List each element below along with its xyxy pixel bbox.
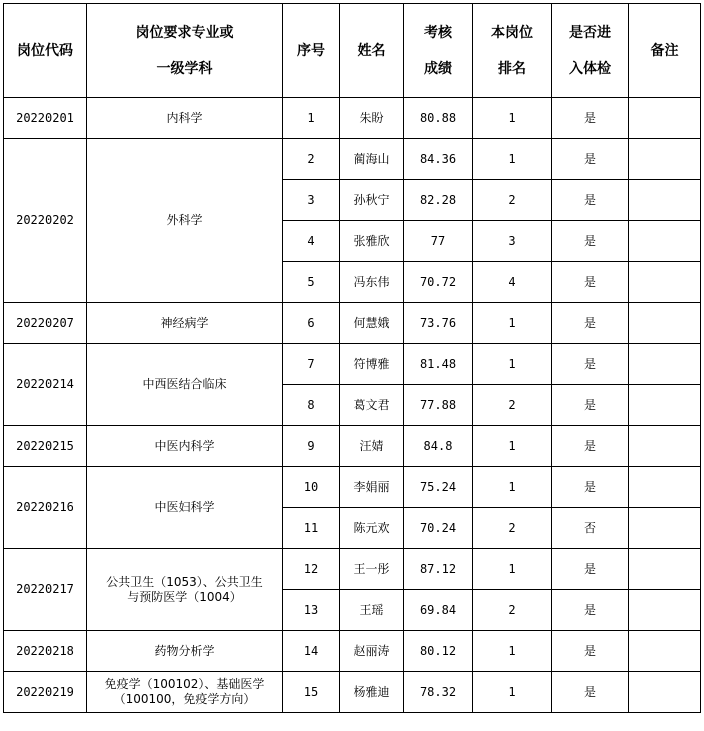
cell-exam: 是 — [552, 467, 629, 508]
cell-rank: 1 — [473, 549, 552, 590]
table-body — [4, 98, 701, 713]
table-row — [4, 98, 701, 139]
cell-seq: 4 — [283, 221, 340, 262]
cell-name: 符博雅 — [340, 344, 404, 385]
cell-subject — [87, 549, 283, 631]
table-row — [4, 139, 701, 180]
header-score: 考核 成绩 — [404, 4, 473, 98]
cell-remark — [629, 467, 701, 508]
header-row — [4, 4, 701, 98]
cell-name: 王瑶 — [340, 590, 404, 631]
cell-score: 81.48 — [404, 344, 473, 385]
cell-seq: 2 — [283, 139, 340, 180]
table-row — [4, 631, 701, 672]
results-table — [3, 3, 701, 713]
cell-exam: 是 — [552, 672, 629, 713]
cell-exam: 是 — [552, 631, 629, 672]
cell-rank: 4 — [473, 262, 552, 303]
cell-rank: 2 — [473, 590, 552, 631]
cell-remark — [629, 590, 701, 631]
cell-remark — [629, 221, 701, 262]
cell-rank: 1 — [473, 672, 552, 713]
cell-score: 75.24 — [404, 467, 473, 508]
cell-exam: 是 — [552, 98, 629, 139]
subject-line: 外科学 — [166, 213, 203, 227]
cell-remark — [629, 508, 701, 549]
cell-name: 朱盼 — [340, 98, 404, 139]
header-rank: 本岗位 排名 — [473, 4, 552, 98]
cell-seq: 12 — [283, 549, 340, 590]
cell-code: 20220215 — [4, 426, 87, 467]
cell-seq: 11 — [283, 508, 340, 549]
cell-name: 杨雅迪 — [340, 672, 404, 713]
cell-score: 73.76 — [404, 303, 473, 344]
cell-name: 蔺海山 — [340, 139, 404, 180]
cell-subject — [87, 344, 283, 426]
cell-score: 77.88 — [404, 385, 473, 426]
table-row — [4, 426, 701, 467]
cell-remark — [629, 139, 701, 180]
cell-subject — [87, 631, 283, 672]
cell-exam: 是 — [552, 180, 629, 221]
cell-exam: 是 — [552, 344, 629, 385]
cell-code: 20220218 — [4, 631, 87, 672]
subject-line: 药物分析学 — [154, 643, 215, 658]
cell-code: 20220201 — [4, 98, 87, 139]
subject-line: 免疫学（100102）、基础医学 — [104, 677, 265, 691]
cell-remark — [629, 180, 701, 221]
cell-subject — [87, 303, 283, 344]
cell-name: 葛文君 — [340, 385, 404, 426]
cell-remark — [629, 344, 701, 385]
subject-line: （100100，免疫学方向） — [113, 692, 256, 706]
cell-rank: 2 — [473, 508, 552, 549]
header-code: 岗位代码 — [4, 4, 87, 98]
cell-subject — [87, 672, 283, 713]
cell-rank: 1 — [473, 139, 552, 180]
header-seq: 序号 — [283, 4, 340, 98]
cell-name: 陈元欢 — [340, 508, 404, 549]
cell-rank: 1 — [473, 426, 552, 467]
cell-score: 69.84 — [404, 590, 473, 631]
cell-seq: 3 — [283, 180, 340, 221]
cell-remark — [629, 385, 701, 426]
table-row — [4, 549, 701, 590]
cell-seq: 15 — [283, 672, 340, 713]
cell-exam: 是 — [552, 426, 629, 467]
subject-line: 中医内科学 — [154, 438, 215, 453]
cell-remark — [629, 631, 701, 672]
subject-line: 中医妇科学 — [154, 500, 215, 514]
header-exam: 是否进 入体检 — [552, 4, 629, 98]
cell-name: 李娟丽 — [340, 467, 404, 508]
cell-code: 20220217 — [4, 549, 87, 631]
cell-seq: 7 — [283, 344, 340, 385]
cell-code: 20220214 — [4, 344, 87, 426]
cell-name: 汪婧 — [340, 426, 404, 467]
cell-remark — [629, 549, 701, 590]
cell-rank: 1 — [473, 98, 552, 139]
cell-score: 80.88 — [404, 98, 473, 139]
cell-code: 20220219 — [4, 672, 87, 713]
cell-remark — [629, 426, 701, 467]
cell-exam: 是 — [552, 385, 629, 426]
cell-rank: 3 — [473, 221, 552, 262]
cell-score: 84.8 — [404, 426, 473, 467]
cell-score: 80.12 — [404, 631, 473, 672]
cell-subject — [87, 98, 283, 139]
cell-name: 赵丽涛 — [340, 631, 404, 672]
cell-exam: 是 — [552, 590, 629, 631]
cell-rank: 1 — [473, 344, 552, 385]
cell-remark — [629, 262, 701, 303]
cell-score: 87.12 — [404, 549, 473, 590]
cell-rank: 2 — [473, 180, 552, 221]
cell-exam: 是 — [552, 262, 629, 303]
cell-seq: 5 — [283, 262, 340, 303]
cell-name: 冯东伟 — [340, 262, 404, 303]
table-row — [4, 303, 701, 344]
cell-seq: 14 — [283, 631, 340, 672]
cell-seq: 1 — [283, 98, 340, 139]
subject-line: 公共卫生（1053）、公共卫生 — [106, 574, 263, 589]
cell-seq: 13 — [283, 590, 340, 631]
cell-code: 20220207 — [4, 303, 87, 344]
cell-score: 70.72 — [404, 262, 473, 303]
subject-line: 神经病学 — [160, 315, 209, 330]
cell-exam: 是 — [552, 221, 629, 262]
cell-name: 孙秋宁 — [340, 180, 404, 221]
cell-exam: 是 — [552, 303, 629, 344]
cell-exam: 否 — [552, 508, 629, 549]
cell-subject — [87, 467, 283, 549]
cell-seq: 10 — [283, 467, 340, 508]
cell-score: 77 — [404, 221, 473, 262]
cell-seq: 9 — [283, 426, 340, 467]
cell-rank: 1 — [473, 631, 552, 672]
cell-code: 20220216 — [4, 467, 87, 549]
table-row — [4, 344, 701, 385]
cell-exam: 是 — [552, 549, 629, 590]
header-remark: 备注 — [629, 4, 701, 98]
cell-subject — [87, 426, 283, 467]
subject-line: 内科学 — [166, 110, 203, 125]
cell-name: 何慧娥 — [340, 303, 404, 344]
cell-score: 84.36 — [404, 139, 473, 180]
cell-rank: 1 — [473, 467, 552, 508]
table-row — [4, 672, 701, 713]
cell-rank: 2 — [473, 385, 552, 426]
cell-exam: 是 — [552, 139, 629, 180]
table-row — [4, 467, 701, 508]
cell-remark — [629, 303, 701, 344]
cell-name: 张雅欣 — [340, 221, 404, 262]
cell-score: 78.32 — [404, 672, 473, 713]
cell-name: 王一彤 — [340, 549, 404, 590]
cell-seq: 8 — [283, 385, 340, 426]
cell-score: 82.28 — [404, 180, 473, 221]
cell-seq: 6 — [283, 303, 340, 344]
header-subject: 岗位要求专业或 一级学科 — [87, 4, 283, 98]
cell-code: 20220202 — [4, 139, 87, 303]
header-name: 姓名 — [340, 4, 404, 98]
cell-rank: 1 — [473, 303, 552, 344]
cell-remark — [629, 672, 701, 713]
cell-subject — [87, 139, 283, 303]
subject-line: 中西医结合临床 — [142, 377, 227, 391]
cell-score: 70.24 — [404, 508, 473, 549]
subject-line: 与预防医学（1004） — [127, 589, 242, 604]
cell-remark — [629, 98, 701, 139]
